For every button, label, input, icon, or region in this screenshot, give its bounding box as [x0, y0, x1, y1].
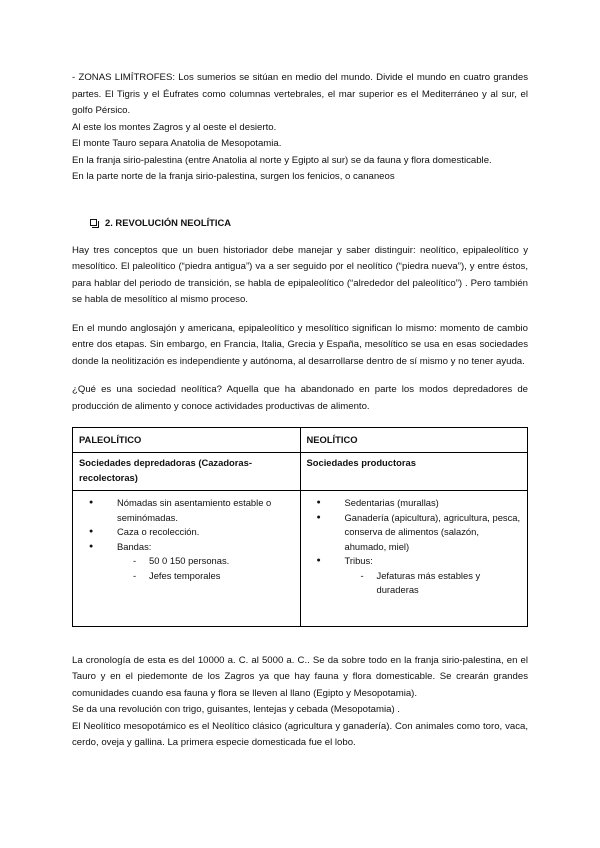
closing-line: Se da una revolución con trigo, guisantes, lentejas y cebada (Mesopotamia) .: [72, 704, 400, 715]
intro-line: En la parte norte de la franja sirio-palestina, surgen los fenicios, o cananeos: [72, 171, 395, 182]
list-item: ● Sedentarias (murallas): [307, 496, 522, 511]
table-cell-left: [73, 491, 301, 627]
table-subheader-left: Sociedades depredadoras (Cazadoras-recolectoras): [73, 453, 301, 491]
intro-line: En la franja sirio-palestina (entre Anatolia al norte y Egipto al sur) se da fauna y flora domesticable.: [72, 154, 492, 166]
intro-line: Al este los montes Zagros y al oeste el desierto.: [72, 121, 277, 133]
sub-list-item: - Jefes temporales: [79, 569, 294, 584]
table-header-paleolitico: PALEOLÍTICO: [73, 428, 301, 453]
list-item: ● Nómadas sin asentamiento estable o seminómadas.: [79, 496, 294, 525]
document-page: [72, 70, 528, 752]
sub-list-item: - 50 0 150 personas.: [79, 554, 294, 569]
comparison-table: [72, 427, 528, 627]
closing-paragraph: La cronología de esta es del 10000 a. C. al 5000 a. C.. Se da sobre todo en la franja sirio-palestina, en el Tauro y en el piedemonte de los Zagros ya que hay fauna y flora domesticable. Se crearán grandes comunidades cuando esa fauna y flora se lleven al llano (Egipto y Mesopotamia).: [72, 654, 528, 699]
list-item: ● Bandas:: [79, 540, 294, 555]
table-cell-right: [300, 491, 528, 627]
section-heading: [90, 215, 528, 231]
closing-paragraph: El Neolítico mesopotámico es el Neolítico clásico (agricultura y ganadería). Con animales como toro, vaca, cerdo, oveja y gallina. La primera especie domesticada fue el lobo.: [72, 720, 528, 748]
body-paragraph: En el mundo anglosajón y americana, epipaleolítico y mesolítico significan lo mismo: momento de cambio entre dos etapas. Sin embargo, en Francia, Italia, Grecia y España, mesolítico se usa en esas sociedades donde la neolitización es independiente y autónoma, al desarrollarse dentro de sí mismo y no tener ayuda.: [72, 322, 528, 367]
intro-paragraph: - ZONAS LIMÍTROFES: Los sumerios se sitúan en medio del mundo. Divide el mundo en cuatro grandes partes. El Tigris y el Éufrates como columnas vertebrales, el mar superior es el Mediterráneo y al sur, el golfo Pérsico.: [72, 72, 528, 116]
table-header-neolitico: NEOLÍTICO: [300, 428, 528, 453]
section-title: 2. REVOLUCIÓN NEOLÍTICA: [105, 216, 232, 228]
table-subheader-right: Sociedades productoras: [300, 453, 528, 491]
list-item: ● Ganadería (apicultura), agricultura, pesca, conserva de alimentos (salazón, ahumado, miel): [307, 511, 522, 555]
body-paragraph: ¿Qué es una sociedad neolítica? Aquella que ha abandonado en parte los modos depredadores de producción de alimento y conoce actividades productivas de alimento.: [72, 384, 528, 412]
intro-line: El monte Tauro separa Anatolia de Mesopotamia.: [72, 138, 282, 149]
list-item: ● Tribus:: [307, 554, 522, 569]
sub-list-item: - Jefaturas más estables y duraderas: [307, 569, 522, 598]
list-item: ● Caza o recolección.: [79, 525, 294, 540]
body-paragraph: Hay tres conceptos que un buen historiador debe manejar y saber distinguir: neolítico, epipaleolítico y mesolítico. El paleolítico (“piedra antigua”) va a ser seguido por el neolítico (“piedra nueva”), y entre éstos, para hablar del periodo de transición, se habla de epipaleolítico (“alrededor del paleolítico”) . Pero también se habla de mesolítico al mismo proceso.: [72, 244, 528, 305]
checkbox-icon: [90, 219, 97, 226]
